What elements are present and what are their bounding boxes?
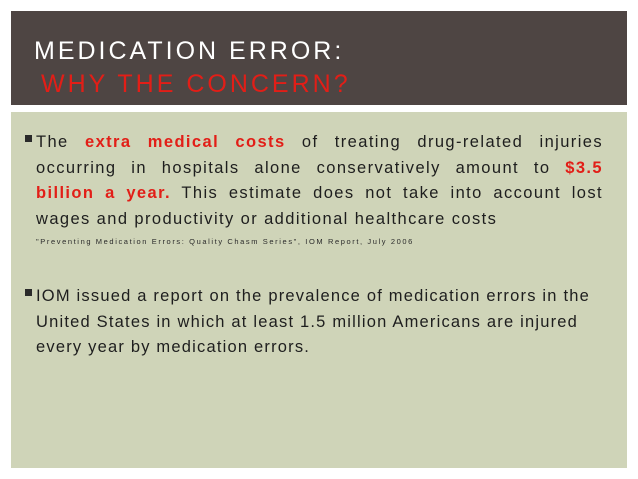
- square-bullet-icon: [25, 289, 32, 296]
- bullet-text-part: of treating drug-related injuries occurring in hospitals alone conservatively amount to: [36, 133, 603, 177]
- square-bullet-icon: [25, 135, 32, 142]
- highlight-extra-medical-costs: extra medical costs: [85, 133, 286, 151]
- slide-subtitle: WHY THE CONCERN?: [41, 70, 351, 98]
- bullet-item-costs: [25, 130, 603, 248]
- bullet-text-part: This estimate does not take into account lost wages and productivity or additional healthcare costs: [36, 184, 604, 228]
- highlight-cost-amount: $3.5 billion a year.: [36, 158, 603, 202]
- bullet-text-part: The: [36, 133, 85, 151]
- bullet-text: IOM issued a report on the prevalence of medication errors in the United States in which at least 1.5 million Americans are injured every year by medication errors.: [36, 287, 590, 356]
- citation: "Preventing Medication Errors: Quality Chasm Series", IOM Report, July 2006: [36, 237, 414, 246]
- bullet-item-iom-report: [25, 284, 603, 361]
- slide-title: MEDICATION ERROR:: [34, 37, 345, 65]
- title-band: [11, 11, 627, 105]
- bullet-text: [25, 130, 603, 232]
